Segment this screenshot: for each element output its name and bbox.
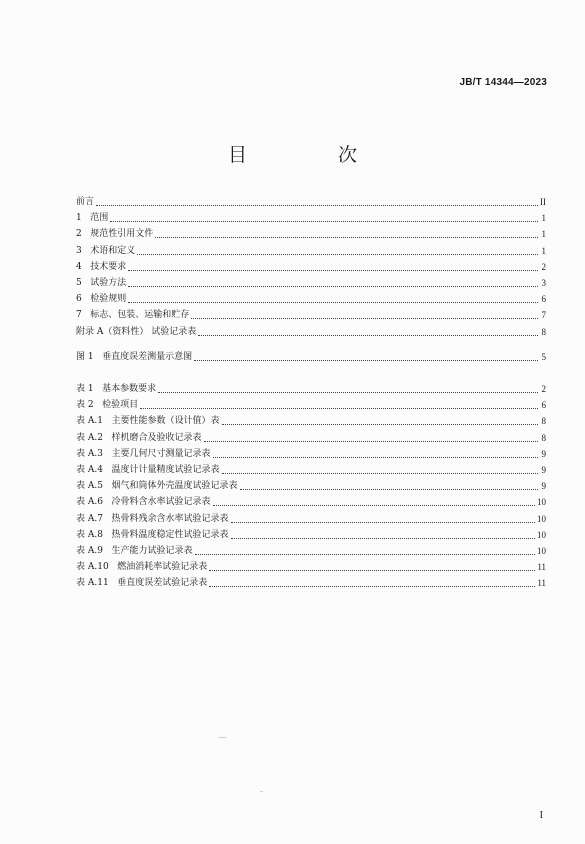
dot-leader bbox=[209, 570, 535, 571]
table-entry[interactable] bbox=[76, 462, 546, 476]
dot-leader bbox=[222, 424, 538, 425]
toc-entry-label: 2 规范性引用文件 bbox=[76, 229, 154, 240]
table-entry[interactable] bbox=[76, 543, 546, 557]
table-entry[interactable] bbox=[76, 413, 546, 427]
table-entry-label: 表 1 基本参数要求 bbox=[76, 384, 157, 394]
dot-leader bbox=[231, 538, 535, 539]
toc-entry-label: 1 范围 bbox=[76, 213, 109, 224]
dot-leader bbox=[128, 302, 538, 303]
toc-entry-page: 2 bbox=[541, 261, 546, 272]
dot-leader bbox=[158, 392, 538, 393]
toc-entry-label: 7 标志、包装、运输和贮存 bbox=[76, 310, 190, 321]
table-entry-page: 11 bbox=[537, 562, 546, 573]
dot-leader bbox=[209, 586, 535, 587]
dot-leader bbox=[96, 205, 538, 206]
dot-leader bbox=[191, 318, 538, 319]
table-entry[interactable] bbox=[76, 446, 546, 460]
toc-entry[interactable] bbox=[76, 307, 546, 321]
dot-leader bbox=[194, 360, 538, 361]
table-entry-label: 表 A.6 冷骨料含水率试验记录表 bbox=[76, 497, 211, 508]
dot-leader bbox=[128, 286, 538, 287]
toc-entry[interactable] bbox=[76, 226, 546, 240]
toc-entry[interactable] bbox=[76, 275, 546, 289]
table-entry-page: 10 bbox=[537, 497, 546, 508]
table-entry[interactable] bbox=[76, 511, 546, 525]
dot-leader bbox=[231, 522, 535, 523]
table-entry[interactable] bbox=[76, 527, 546, 541]
toc-entry-page: 1 bbox=[541, 213, 546, 224]
scan-speck bbox=[260, 791, 263, 792]
table-entry-label: 表 A.8 热骨料温度稳定性试验记录表 bbox=[76, 529, 229, 540]
dot-leader bbox=[204, 441, 538, 442]
table-entry-label: 表 A.1 主要性能参数（设计值）表 bbox=[76, 416, 220, 427]
table-entry-page: 8 bbox=[541, 416, 546, 427]
table-entry[interactable] bbox=[76, 494, 546, 508]
table-entry-label: 表 A.4 温度计计量精度试验记录表 bbox=[76, 465, 220, 475]
table-entry-label: 表 A.11 垂直度误差试验记录表 bbox=[76, 578, 208, 589]
dot-leader bbox=[110, 221, 538, 222]
dot-leader bbox=[137, 254, 538, 255]
dot-leader bbox=[128, 270, 538, 271]
toc-entry-label: 6 检验规则 bbox=[76, 294, 127, 305]
toc-entry-page: 3 bbox=[541, 278, 546, 288]
toc-entry-page: 1 bbox=[541, 229, 546, 240]
toc-entry[interactable] bbox=[76, 194, 546, 208]
toc-entry-page: 8 bbox=[541, 326, 546, 337]
table-entry-page: 2 bbox=[541, 384, 546, 394]
table-entry[interactable] bbox=[76, 478, 546, 492]
dot-leader bbox=[213, 505, 535, 506]
toc-entry-label: 附录 A（资料性） 试验记录表 bbox=[76, 326, 197, 337]
standard-code: JB/T 14344—2023 bbox=[459, 77, 547, 88]
dot-leader bbox=[155, 237, 538, 238]
table-entry-page: 11 bbox=[537, 578, 546, 589]
table-entry[interactable] bbox=[76, 559, 546, 573]
figure-entry-page: 5 bbox=[541, 352, 546, 362]
toc-entry-label: 4 技术要求 bbox=[76, 261, 127, 272]
page-number: I bbox=[539, 810, 543, 821]
toc-entry-page: II bbox=[540, 197, 546, 207]
table-entry-page: 10 bbox=[537, 529, 546, 540]
toc-entry[interactable] bbox=[76, 243, 546, 257]
table-entry-page: 10 bbox=[537, 513, 546, 524]
table-entry[interactable] bbox=[76, 430, 546, 444]
page-title: 目 次 bbox=[227, 144, 393, 166]
toc-entry[interactable] bbox=[76, 259, 546, 273]
table-entry[interactable] bbox=[76, 397, 546, 411]
toc-entry-label: 3 术语和定义 bbox=[76, 245, 136, 256]
table-entry[interactable] bbox=[76, 575, 546, 589]
table-entry[interactable] bbox=[76, 381, 546, 395]
dot-leader bbox=[140, 408, 538, 409]
table-entry-page: 9 bbox=[541, 465, 546, 475]
table-entry-page: 8 bbox=[541, 432, 546, 443]
table-entry-label: 表 A.7 热骨料残余含水率试验记录表 bbox=[76, 513, 229, 524]
dot-leader bbox=[195, 554, 535, 555]
dot-leader bbox=[213, 457, 538, 458]
dot-leader bbox=[240, 489, 538, 490]
table-entry-page: 9 bbox=[541, 481, 546, 492]
table-entry-page: 6 bbox=[541, 400, 546, 411]
toc-entry[interactable] bbox=[76, 291, 546, 305]
toc-entry-page: 6 bbox=[541, 294, 546, 305]
table-entry-label: 表 A.3 主要几何尺寸测量记录表 bbox=[76, 448, 211, 459]
toc-entry[interactable] bbox=[76, 324, 546, 338]
table-entry-label: 表 A.9 生产能力试验记录表 bbox=[76, 546, 193, 556]
toc-entry-label: 前言 bbox=[76, 197, 95, 207]
table-entry-label: 表 2 检验项目 bbox=[76, 400, 139, 411]
table-entry-page: 10 bbox=[537, 546, 546, 556]
figure-entry[interactable] bbox=[76, 349, 546, 363]
toc-entry[interactable] bbox=[76, 210, 546, 224]
dot-leader bbox=[222, 473, 538, 474]
figure-entry-label: 图 1 垂直度误差测量示意图 bbox=[76, 352, 193, 362]
table-entry-label: 表 A.5 烟气和筒体外壳温度试验记录表 bbox=[76, 481, 238, 492]
toc-entry-page: 7 bbox=[541, 310, 546, 321]
toc-entry-page: 1 bbox=[541, 245, 546, 256]
table-entry-label: 表 A.10 燃油消耗率试验记录表 bbox=[76, 562, 208, 573]
table-entry-label: 表 A.2 样机磨合及验收记录表 bbox=[76, 432, 202, 443]
toc-entry-label: 5 试验方法 bbox=[76, 278, 127, 288]
dot-leader bbox=[198, 335, 538, 336]
table-entry-page: 9 bbox=[541, 448, 546, 459]
scan-speck bbox=[218, 737, 226, 738]
